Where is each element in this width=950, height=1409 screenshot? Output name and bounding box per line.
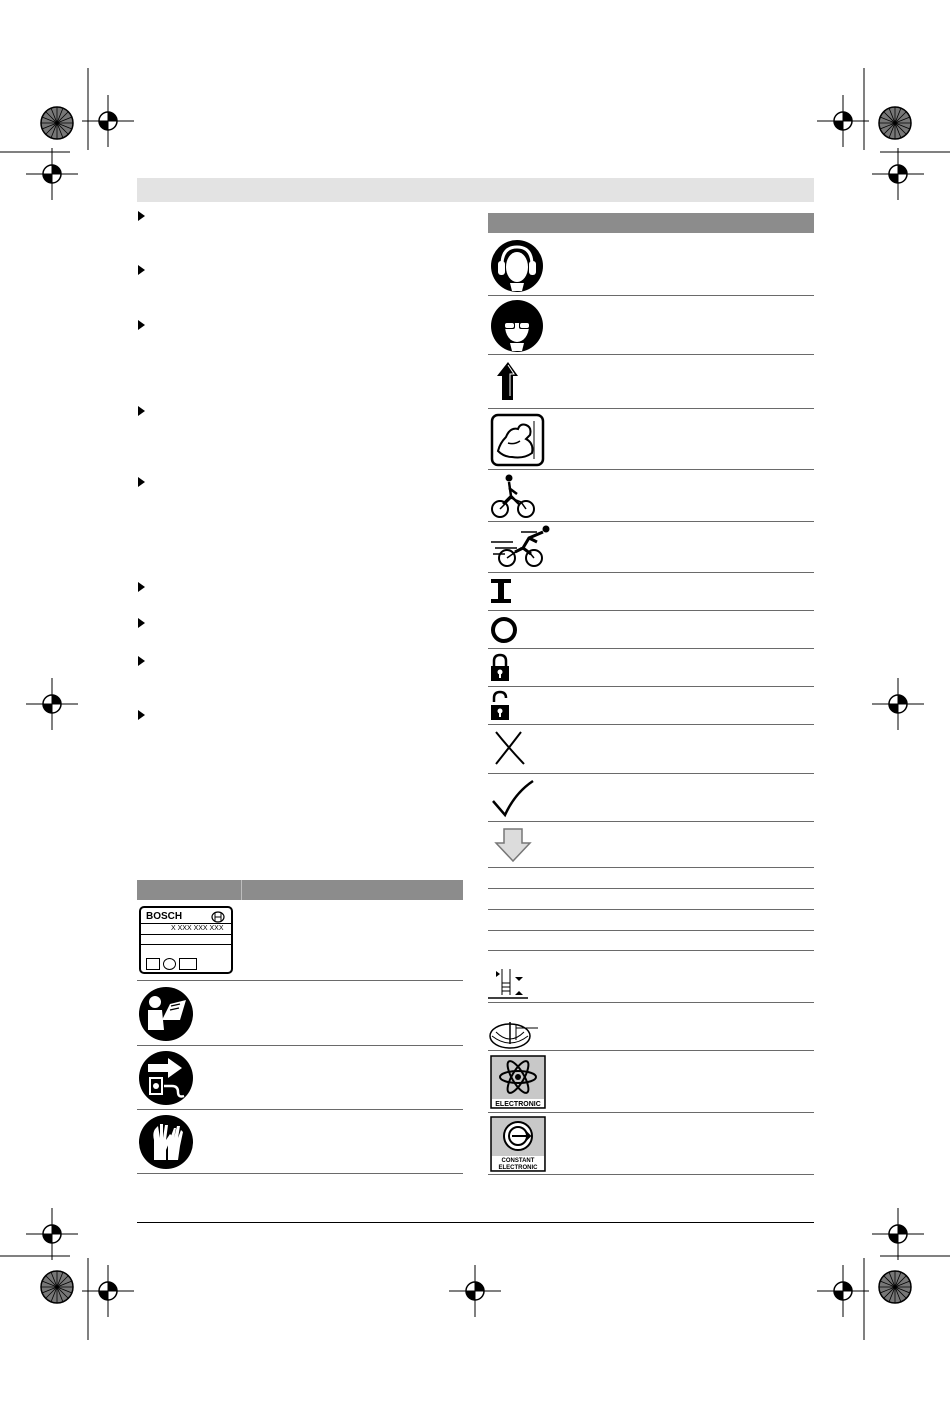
table-rule — [488, 1112, 814, 1113]
table-rule — [488, 1002, 814, 1003]
table-rule — [488, 686, 814, 687]
nameplate-icon — [139, 906, 233, 974]
cutting-depth-icon — [488, 965, 528, 1001]
bullet-marker — [138, 265, 145, 275]
table-rule — [137, 1045, 463, 1046]
bosch-logo-icon — [211, 911, 225, 923]
nameplate-brand: BOSCH — [146, 911, 183, 922]
table-rule — [488, 610, 814, 611]
read-manual-icon — [138, 986, 194, 1042]
bullet-marker — [138, 656, 145, 666]
eye-protection-icon — [490, 299, 545, 354]
table-rule — [488, 521, 814, 522]
table-rule — [488, 469, 814, 470]
bullet-marker — [138, 211, 145, 221]
muscle-icon — [490, 413, 545, 467]
bullet-marker — [138, 710, 145, 720]
table-rule — [488, 821, 814, 822]
table-rule — [488, 950, 814, 951]
lock-icon — [489, 653, 513, 683]
bullet-marker — [138, 582, 145, 592]
page-header-bar — [137, 178, 814, 202]
table-rule — [488, 295, 814, 296]
table-rule — [488, 724, 814, 725]
bullet-marker — [138, 618, 145, 628]
table-rule — [488, 354, 814, 355]
constant-electronic-icon — [490, 1116, 546, 1172]
power-on-icon — [490, 578, 514, 604]
table-rule — [488, 773, 814, 774]
table-rule — [137, 980, 463, 981]
check-icon — [491, 779, 535, 819]
ear-protection-icon — [490, 239, 545, 294]
unplug-icon — [138, 1050, 194, 1106]
constant-electronic-label: ELECTRONIC — [498, 1165, 538, 1171]
table-rule — [137, 1109, 463, 1110]
down-arrow-icon — [494, 827, 532, 863]
table-rule — [488, 1050, 814, 1051]
table-rule — [137, 1173, 463, 1174]
table-rule — [488, 909, 814, 910]
table-rule — [488, 888, 814, 889]
nameplate-number: X XXX XXX XXX — [171, 925, 224, 932]
cyclist-slow-icon — [491, 474, 536, 518]
table-rule — [488, 408, 814, 409]
table-rule — [488, 930, 814, 931]
table-rule — [488, 867, 814, 868]
cross-icon — [493, 729, 527, 767]
unlock-icon — [489, 690, 513, 722]
power-off-icon — [490, 616, 518, 644]
bullet-marker — [138, 477, 145, 487]
table-rule — [488, 1174, 814, 1175]
table-rule — [488, 572, 814, 573]
electronic-label: ELECTRONIC — [495, 1101, 541, 1108]
bullet-marker — [138, 320, 145, 330]
symbols-table-header — [488, 213, 814, 233]
symbols-table-header — [137, 880, 463, 900]
gloves-icon — [138, 1114, 194, 1170]
electronic-icon — [490, 1055, 546, 1109]
bullet-marker — [138, 406, 145, 416]
up-arrow-icon — [494, 360, 524, 402]
bevel-angle-icon — [488, 1020, 540, 1050]
table-rule — [488, 648, 814, 649]
footer-rule — [137, 1222, 814, 1223]
constant-label: CONSTANT — [501, 1158, 535, 1164]
cyclist-fast-icon — [491, 524, 553, 568]
